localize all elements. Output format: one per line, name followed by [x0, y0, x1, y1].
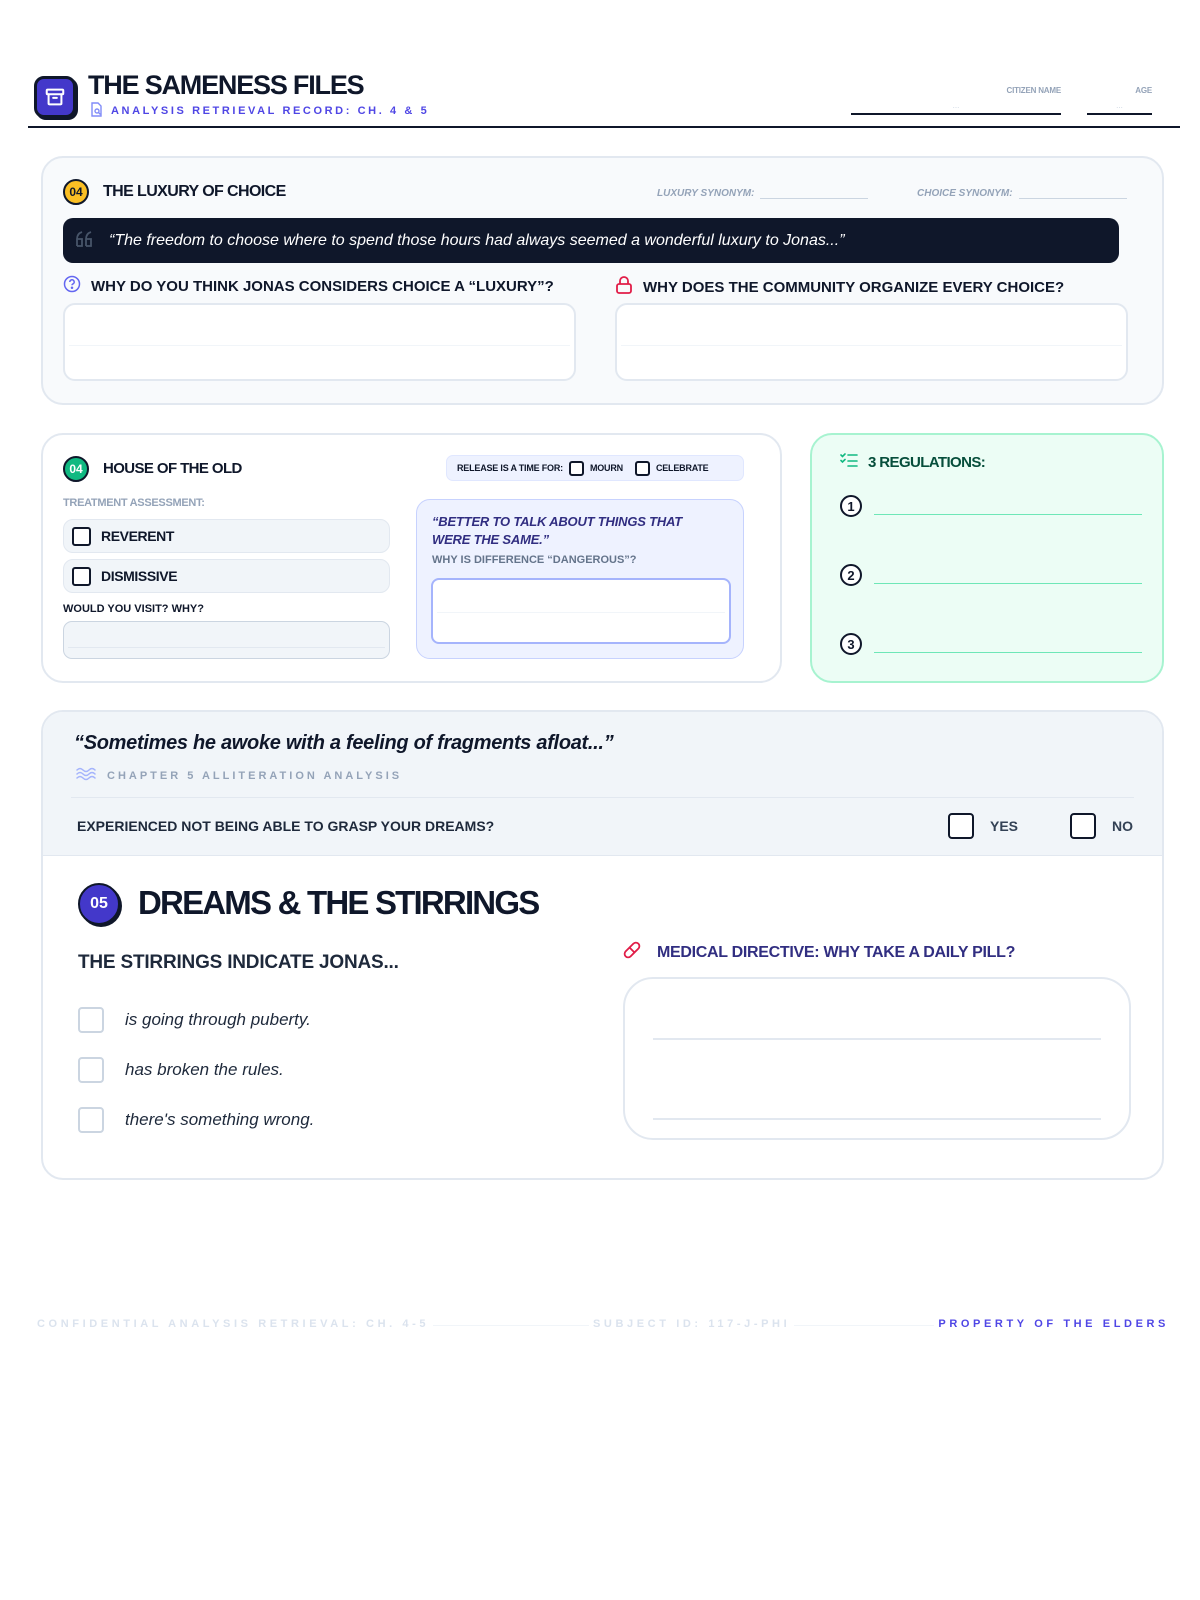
dream-quote-panel	[43, 712, 1162, 856]
page-subtitle: ANALYSIS RETRIEVAL RECORD: CH. 4 & 5	[90, 102, 429, 120]
stirrings-option-2[interactable]	[78, 1057, 284, 1083]
release-choice	[446, 455, 744, 481]
yes-checkbox[interactable]	[948, 813, 974, 839]
regulation-number: 3	[840, 633, 862, 655]
quote-icon	[75, 230, 95, 253]
choice-synonym-field[interactable]	[917, 185, 1127, 199]
no-label: NO	[1112, 818, 1133, 834]
age-label: AGE	[1135, 86, 1152, 95]
question-luxury: WHY DO YOU THINK JONAS CONSIDERS CHOICE A “LUXURY”?	[63, 275, 554, 297]
stirrings-option-1[interactable]	[78, 1007, 311, 1033]
stirrings-checkbox[interactable]	[78, 1057, 104, 1083]
house-of-the-old-card	[41, 433, 782, 683]
reverent-label: REVERENT	[101, 528, 175, 544]
waves-icon	[76, 767, 96, 784]
luxury-synonym-input[interactable]	[760, 185, 868, 199]
yes-option[interactable]	[948, 813, 1018, 839]
question-circle-icon	[63, 275, 81, 297]
sameness-quote-panel	[416, 499, 744, 659]
regulation-input[interactable]	[874, 652, 1142, 653]
stirrings-option-3[interactable]	[78, 1107, 314, 1133]
regulation-number: 2	[840, 564, 862, 586]
treatment-label: TREATMENT ASSESSMENT:	[63, 497, 205, 509]
citizen-name-field[interactable]	[851, 86, 1061, 115]
release-label: RELEASE IS A TIME FOR:	[457, 463, 563, 473]
footer-confidential: CONFIDENTIAL ANALYSIS RETRIEVAL: CH. 4-5	[33, 1318, 433, 1330]
page-footer	[33, 1316, 1173, 1336]
dismissive-label: DISMISSIVE	[101, 568, 178, 584]
alliteration-subheading: CHAPTER 5 ALLITERATION ANALYSIS	[76, 767, 402, 784]
stirrings-checkbox[interactable]	[78, 1007, 104, 1033]
mourn-label: MOURN	[589, 463, 623, 473]
yes-label: YES	[990, 818, 1019, 834]
choice-synonym-input[interactable]	[1019, 185, 1127, 199]
reverent-checkbox[interactable]	[72, 527, 91, 546]
chapter-5-card	[41, 710, 1164, 1180]
medical-answer-input[interactable]	[623, 977, 1131, 1140]
dismissive-checkbox[interactable]	[72, 567, 91, 586]
chapter-badge: 04	[63, 179, 89, 205]
choice-synonym-label: CHOICE SYNONYM:	[917, 188, 1013, 199]
lock-icon	[615, 275, 633, 299]
section-title: HOUSE OF THE OLD	[103, 460, 242, 477]
regulation-input[interactable]	[874, 514, 1142, 515]
mourn-checkbox[interactable]	[569, 461, 584, 476]
dream-question: EXPERIENCED NOT BEING ABLE TO GRASP YOUR DREAMS?	[77, 818, 495, 834]
chapter-badge: 05	[78, 883, 120, 925]
document-search-icon	[90, 102, 103, 120]
archive-box-icon	[34, 76, 76, 118]
celebrate-checkbox[interactable]	[635, 461, 650, 476]
treatment-option-dismissive[interactable]	[63, 559, 390, 593]
page-title: THE SAMENESS FILES	[88, 70, 364, 100]
sameness-quote: “BETTER TO TALK ABOUT THINGS THAT WERE THE SAME.”	[432, 514, 683, 547]
luxury-synonym-label: LUXURY SYNONYM:	[657, 188, 755, 199]
no-option[interactable]	[1070, 813, 1133, 839]
difference-answer-input[interactable]	[431, 578, 731, 644]
luxury-of-choice-card	[41, 156, 1164, 405]
citizen-name-value: ...	[952, 101, 960, 110]
chapter-badge: 04	[63, 456, 89, 482]
regulations-header: 3 REGULATIONS:	[840, 452, 985, 472]
age-field[interactable]	[1087, 86, 1152, 115]
footer-property: PROPERTY OF THE ELDERS	[934, 1318, 1173, 1330]
stirrings-checkbox[interactable]	[78, 1107, 104, 1133]
footer-subject-id: SUBJECT ID: 117-J-PHI	[589, 1318, 794, 1330]
visit-label: WOULD YOU VISIT? WHY?	[63, 603, 204, 615]
regulation-row-1[interactable]	[840, 495, 1142, 523]
stirrings-heading: THE STIRRINGS INDICATE JONAS...	[78, 952, 399, 973]
regulation-input[interactable]	[874, 583, 1142, 584]
question-organize: WHY DOES THE COMMUNITY ORGANIZE EVERY CHOICE?	[615, 275, 1064, 299]
regulation-row-3[interactable]	[840, 633, 1142, 661]
difference-question: WHY IS DIFFERENCE “DANGEROUS”?	[432, 554, 637, 566]
luxury-synonym-field[interactable]	[657, 185, 868, 199]
stirrings-option-label: there's something wrong.	[125, 1110, 315, 1129]
pill-icon	[621, 939, 643, 966]
checklist-icon	[840, 452, 858, 472]
quote-text: “The freedom to choose where to spend those hours had always seemed a wonderful luxury to Jonas...”	[109, 231, 845, 249]
quote-bar	[63, 218, 1119, 263]
stirrings-option-label: is going through puberty.	[125, 1010, 311, 1029]
celebrate-label: CELEBRATE	[655, 463, 709, 473]
dream-quote: “Sometimes he awoke with a feeling of fragments afloat...”	[74, 732, 614, 754]
regulation-row-2[interactable]	[840, 564, 1142, 592]
section-title: THE LUXURY OF CHOICE	[103, 183, 286, 200]
regulations-card	[810, 433, 1164, 683]
medical-directive-heading: MEDICAL DIRECTIVE: WHY TAKE A DAILY PILL?	[621, 939, 1015, 966]
answer-organize-input[interactable]	[615, 303, 1128, 381]
no-checkbox[interactable]	[1070, 813, 1096, 839]
citizen-name-label: CITIZEN NAME	[1006, 86, 1061, 95]
stirrings-option-label: has broken the rules.	[125, 1060, 284, 1079]
section-title: DREAMS & THE STIRRINGS	[138, 884, 539, 921]
age-value: ...	[1116, 101, 1123, 110]
treatment-option-reverent[interactable]	[63, 519, 390, 553]
visit-answer-input[interactable]	[63, 621, 390, 659]
page-header	[28, 70, 1180, 128]
answer-luxury-input[interactable]	[63, 303, 576, 381]
regulation-number: 1	[840, 495, 862, 517]
